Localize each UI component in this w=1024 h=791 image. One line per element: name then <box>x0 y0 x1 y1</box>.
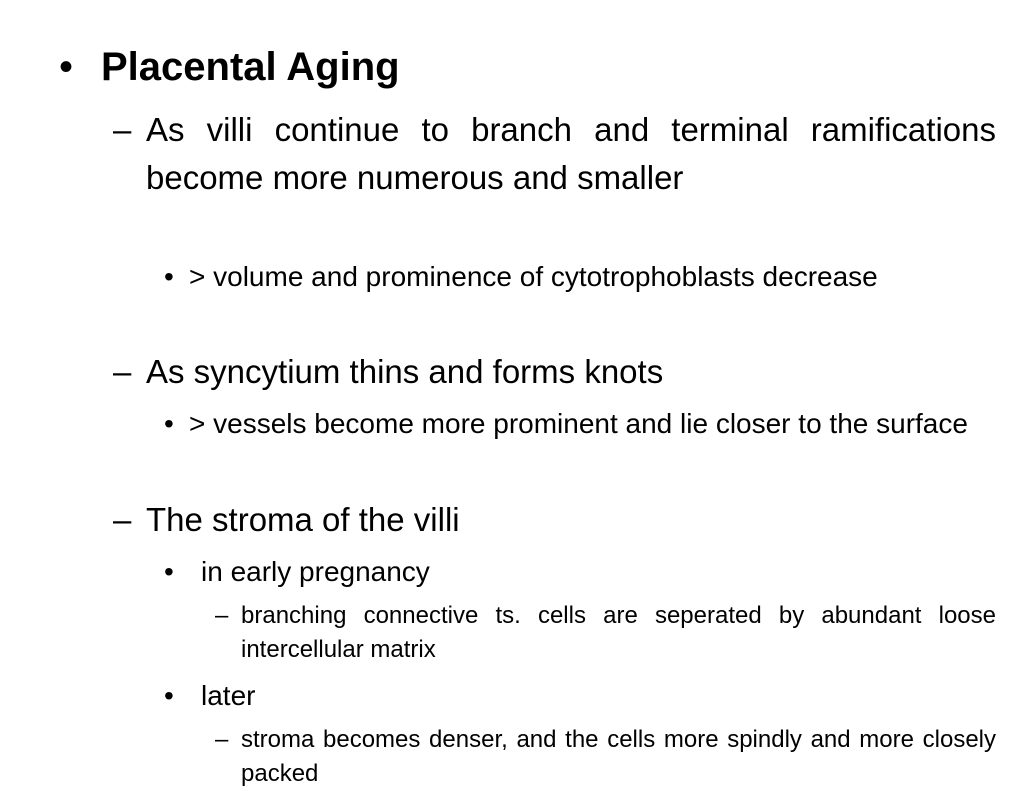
bullet-text: As villi continue to branch and terminal ramifications become more numerous and smaller <box>146 111 996 196</box>
bullet-text: branching connective ts. cells are seperated by abundant loose intercellular matrix <box>241 602 996 663</box>
bullet-stroma <box>113 496 996 544</box>
bullet-syncytium <box>113 348 996 396</box>
bullet-villi-branching <box>113 106 996 201</box>
bullet-marker: • <box>59 45 74 89</box>
dash-marker: – <box>113 353 132 390</box>
bullet-text: > volume and prominence of cytotrophoblasts decrease <box>189 261 878 292</box>
bullet-text: As syncytium thins and forms knots <box>146 353 664 390</box>
dash-marker: – <box>215 602 229 629</box>
sub-bullet-later <box>164 676 996 717</box>
sub-bullet-cytotrophoblasts <box>164 257 996 298</box>
slide-title <box>59 43 996 91</box>
sub-sub-bullet-connective-tissue <box>215 599 996 667</box>
bullet-text: The stroma of the villi <box>146 501 460 538</box>
bullet-text: stroma becomes denser, and the cells more spindly and more closely packed <box>241 726 996 787</box>
bullet-text: in early pregnancy <box>201 556 430 587</box>
sub-sub-bullet-stroma-denser <box>215 723 996 791</box>
dash-marker: – <box>215 726 229 753</box>
dash-marker: – <box>113 111 132 148</box>
bullet-marker: • <box>164 261 174 292</box>
bullet-text: later <box>201 680 256 711</box>
bullet-marker: • <box>164 680 174 711</box>
sub-bullet-early-pregnancy <box>164 552 996 593</box>
sub-bullet-vessels <box>164 404 996 445</box>
bullet-text: > vessels become more prominent and lie closer to the surface <box>189 408 968 439</box>
title-text: Placental Aging <box>101 45 400 89</box>
bullet-marker: • <box>164 408 174 439</box>
bullet-marker: • <box>164 556 174 587</box>
dash-marker: – <box>113 501 132 538</box>
